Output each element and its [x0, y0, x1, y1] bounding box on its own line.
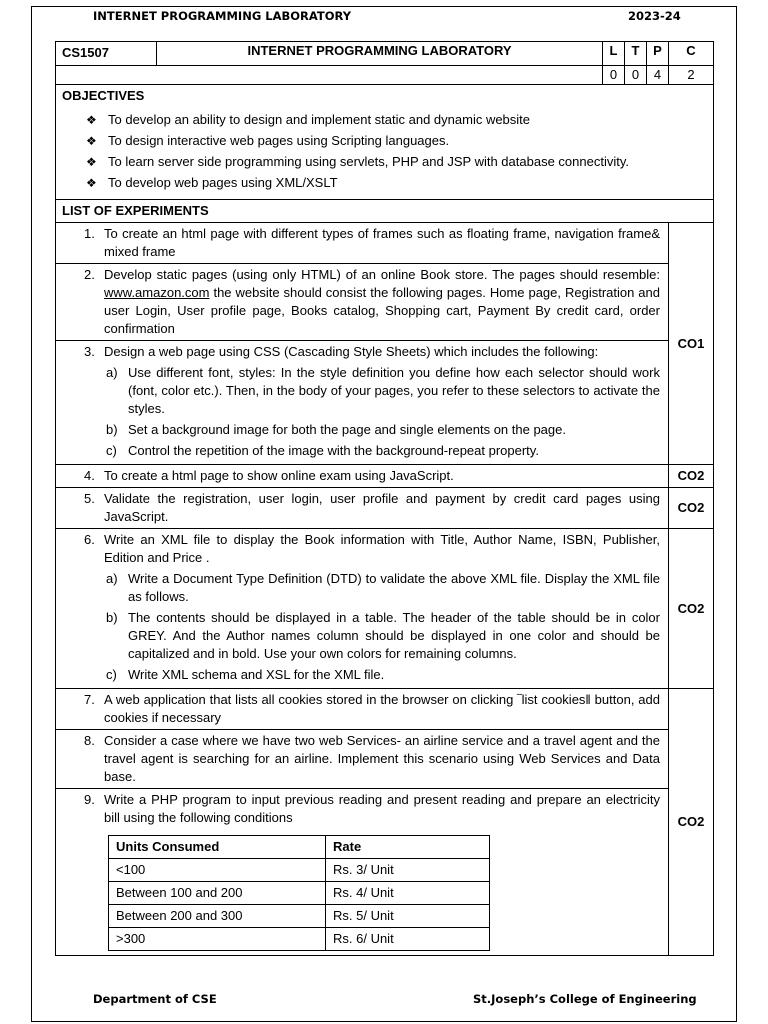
experiment-8: 8. Consider a case where we have two web Services- an airline service and a travel agent and the travel agent is searching for an airline. Implement this scenario using Web Services and Data base. — [56, 730, 669, 789]
co-badge-exp4: CO2 — [669, 465, 714, 488]
experiment-5: 5. Validate the registration, user login, user profile and payment by credit card pages using JavaScript. — [56, 488, 669, 529]
diamond-bullet-icon: ❖ — [86, 155, 97, 169]
experiment-9: 9. Write a PHP program to input previous reading and present reading and prepare an electricity bill using the following conditions Units Consumed Rate <100 Rs. 3/ Unit Between 100 and 200 Rs. 4/ Unit Between 200 and 300 Rs. 5/ Unit >300 Rs. 6/ Unit — [56, 789, 669, 956]
experiment-1: 1. To create an html page with different types of frames such as floating frame, navigation frame& mixed frame — [56, 223, 669, 264]
experiment-4: 4. To create a html page to show online exam using JavaScript. — [56, 465, 669, 488]
experiment-3: 3. Design a web page using CSS (Cascading Style Sheets) which includes the following: a) Use different font, styles: In the style definition you define how each selector should work (font, color etc.). Then, in the body of your pages, you refer to these selectors to activate the styles. b) Set a background image for both the page and single elements on the page. c) Control the repetition of the image with the background-repeat property. — [56, 341, 669, 465]
ltpc-label-t: T — [625, 42, 647, 66]
table-row: >300 Rs. 6/ Unit — [109, 928, 490, 951]
rate-header-rate: Rate — [326, 836, 490, 859]
course-title: INTERNET PROGRAMMING LABORATORY — [157, 42, 603, 66]
objective-item: ❖ To develop web pages using XML/XSLT — [86, 175, 338, 190]
objectives-title: OBJECTIVES — [62, 88, 145, 103]
ltpc-label-l: L — [603, 42, 625, 66]
experiment-7: 7. A web application that lists all cookies stored in the browser on clicking ‾list cookies‖ button, add cookies if necessary — [56, 689, 669, 730]
table-row: <100 Rs. 3/ Unit — [109, 859, 490, 882]
experiment-2: 2. Develop static pages (using only HTML) of an online Book store. The pages should resemble: www.amazon.com the website should consist the following pages. Home page, Registration and user Login, User profile page, Books catalog, Shopping cart, Payment By credit card, order confirmation — [56, 264, 669, 341]
objectives-section — [56, 85, 714, 200]
footer-department: Department of CSE — [93, 992, 217, 1006]
amazon-link[interactable]: www.amazon.com — [104, 285, 210, 300]
ltpc-value-p: 4 — [647, 66, 669, 85]
experiment-6: 6. Write an XML file to display the Book information with Title, Author Name, ISBN, Publisher, Edition and Price . a) Write a Document Type Definition (DTD) to validate the above XML file. Display the XML file as follows. b) The contents should be displayed in a table. The header of the table should be in color GREY. And the Author names column should be displayed in one color and should be capitalized and in bold. Use your own colors for remaining columns. c) Write XML schema and XSL for the XML file. — [56, 529, 669, 689]
rate-header-units: Units Consumed — [109, 836, 326, 859]
footer-college: St.Joseph’s College of Engineering — [473, 992, 697, 1006]
ltpc-label-p: P — [647, 42, 669, 66]
header-course-name: INTERNET PROGRAMMING LABORATORY — [93, 9, 352, 23]
co-badge-exp5: CO2 — [669, 488, 714, 529]
course-code: CS1507 — [56, 42, 157, 66]
ltpc-value-c: 2 — [669, 66, 714, 85]
electricity-rate-table — [108, 835, 490, 951]
diamond-bullet-icon: ❖ — [86, 113, 97, 127]
objective-item: ❖ To develop an ability to design and implement static and dynamic website — [86, 112, 531, 127]
header-year: 2023-24 — [628, 9, 681, 23]
ltpc-value-t: 0 — [625, 66, 647, 85]
co-badge-exp6: CO2 — [669, 529, 714, 689]
ltpc-label-c: C — [669, 42, 714, 66]
diamond-bullet-icon: ❖ — [86, 134, 97, 148]
co-badge-group9: CO2 — [669, 689, 714, 956]
objective-item: ❖ To design interactive web pages using Scripting languages. — [86, 133, 450, 148]
objective-item: ❖ To learn server side programming using servlets, PHP and JSP with database connectivity. — [86, 154, 629, 169]
diamond-bullet-icon: ❖ — [86, 176, 97, 190]
ltpc-value-l: 0 — [603, 66, 625, 85]
ltpc-spacer — [56, 66, 603, 85]
table-row: Between 100 and 200 Rs. 4/ Unit — [109, 882, 490, 905]
syllabus-table — [55, 41, 714, 956]
experiments-title: LIST OF EXPERIMENTS — [56, 200, 714, 223]
table-row: Between 200 and 300 Rs. 5/ Unit — [109, 905, 490, 928]
co-badge-group1: CO1 — [669, 223, 714, 465]
